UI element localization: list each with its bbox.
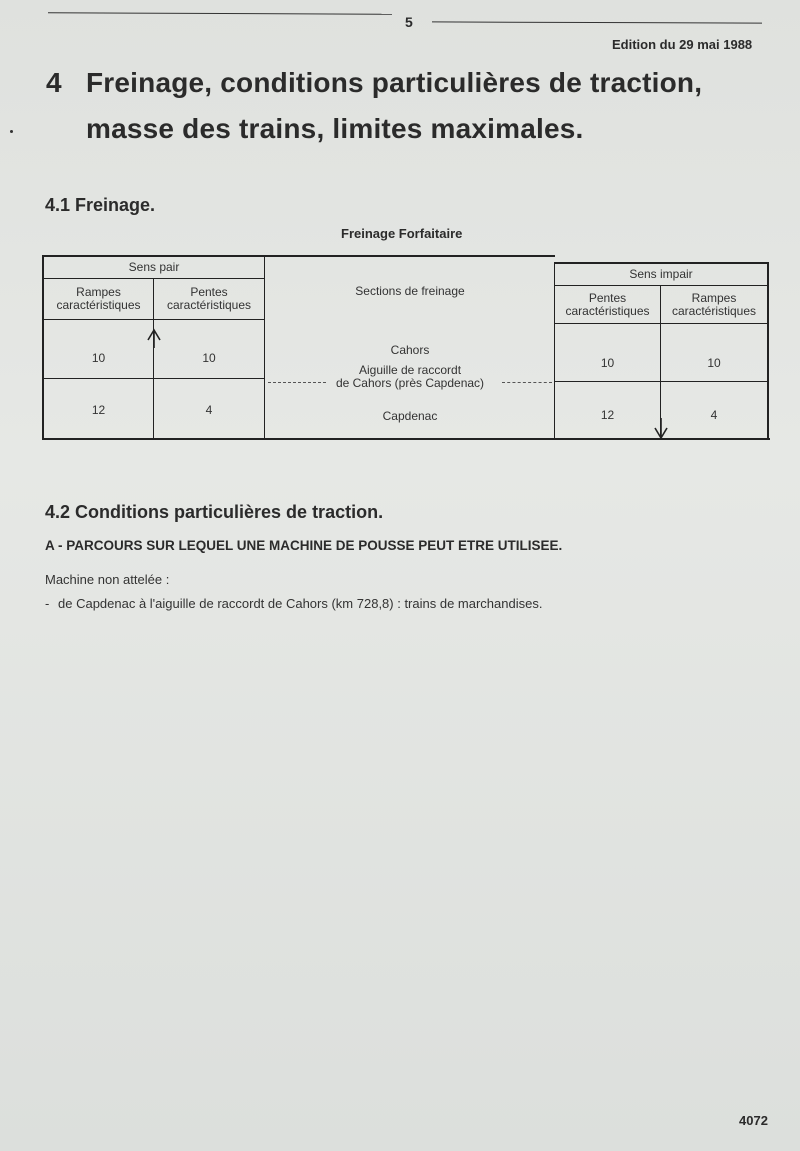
pair-pentes-sublabel: caractéristiques <box>166 298 252 312</box>
pair-rampes-label: Rampes <box>76 285 121 299</box>
machine-non-attelee: Machine non attelée : <box>45 572 170 587</box>
subsection-heading-a: A - PARCOURS SUR LEQUEL UNE MACHINE DE POUSSE PEUT ETRE UTILISEE. <box>45 538 563 553</box>
pair-rampes-header <box>44 286 153 312</box>
station-capdenac: Capdenac <box>382 409 438 423</box>
table-caption: Freinage Forfaitaire <box>341 226 463 241</box>
list-dash: - <box>45 596 50 611</box>
row1-pair-pentes: 10 <box>202 351 216 365</box>
braking-table <box>0 0 800 460</box>
impair-pentes-header <box>555 292 660 318</box>
pair-rampes-sublabel: caractéristiques <box>56 298 141 312</box>
impair-rampes-label: Rampes <box>691 291 737 305</box>
table-right <box>767 262 769 440</box>
page-number: 5 <box>405 14 413 30</box>
impair-rampes-sublabel: caractéristiques <box>671 304 757 318</box>
pair-pentes-header <box>154 286 264 312</box>
chapter-number: 4 <box>46 67 62 98</box>
arrow-down-icon <box>653 418 669 440</box>
pair-pentes-label: Pentes <box>190 285 228 299</box>
aiguille-dash-right <box>502 382 552 383</box>
row2-impair-pentes: 12 <box>600 408 615 422</box>
table-top-right <box>555 262 769 264</box>
edition-date: Edition du 29 mai 1988 <box>612 37 753 52</box>
chapter-title-line1: Freinage, conditions particulières de traction, <box>86 67 703 98</box>
station-aiguille-line1: Aiguille de raccordt <box>358 363 462 377</box>
sens-pair-header: Sens pair <box>128 260 180 274</box>
sections-header: Sections de freinage <box>355 284 465 298</box>
row1-pair-rampes: 10 <box>91 351 106 365</box>
row2-pair-pentes: 4 <box>205 403 213 417</box>
impair-row-rule <box>555 381 769 382</box>
table-top-left <box>42 255 555 257</box>
impair-header-rule <box>555 285 769 286</box>
document-number: 4072 <box>739 1113 768 1128</box>
arrow-up-icon <box>146 328 162 348</box>
station-aiguille <box>265 364 555 390</box>
impair-pentes-sublabel: caractéristiques <box>565 304 650 318</box>
impair-subheader-rule <box>555 323 769 324</box>
sens-impair-header: Sens impair <box>629 267 693 281</box>
row2-pair-rampes: 12 <box>91 403 106 417</box>
station-aiguille-line2: de Cahors (près Capdenac) <box>335 376 485 390</box>
station-cahors: Cahors <box>390 343 430 357</box>
row2-impair-rampes: 4 <box>710 408 718 422</box>
impair-pentes-label: Pentes <box>588 291 627 305</box>
section-heading-4-1: 4.1 Freinage. <box>45 195 156 215</box>
impair-rampes-header <box>661 292 767 318</box>
section-heading-4-2: 4.2 Conditions particulières de traction. <box>45 502 384 522</box>
row1-impair-pentes: 10 <box>600 356 615 370</box>
route-capdenac-cahors: de Capdenac à l'aiguille de raccordt de Cahors (km 728,8) : trains de marchandises. <box>58 596 543 611</box>
aiguille-dash-left <box>268 382 326 383</box>
row1-impair-rampes: 10 <box>707 356 721 370</box>
chapter-title-line2: masse des trains, limites maximales. <box>86 113 584 144</box>
